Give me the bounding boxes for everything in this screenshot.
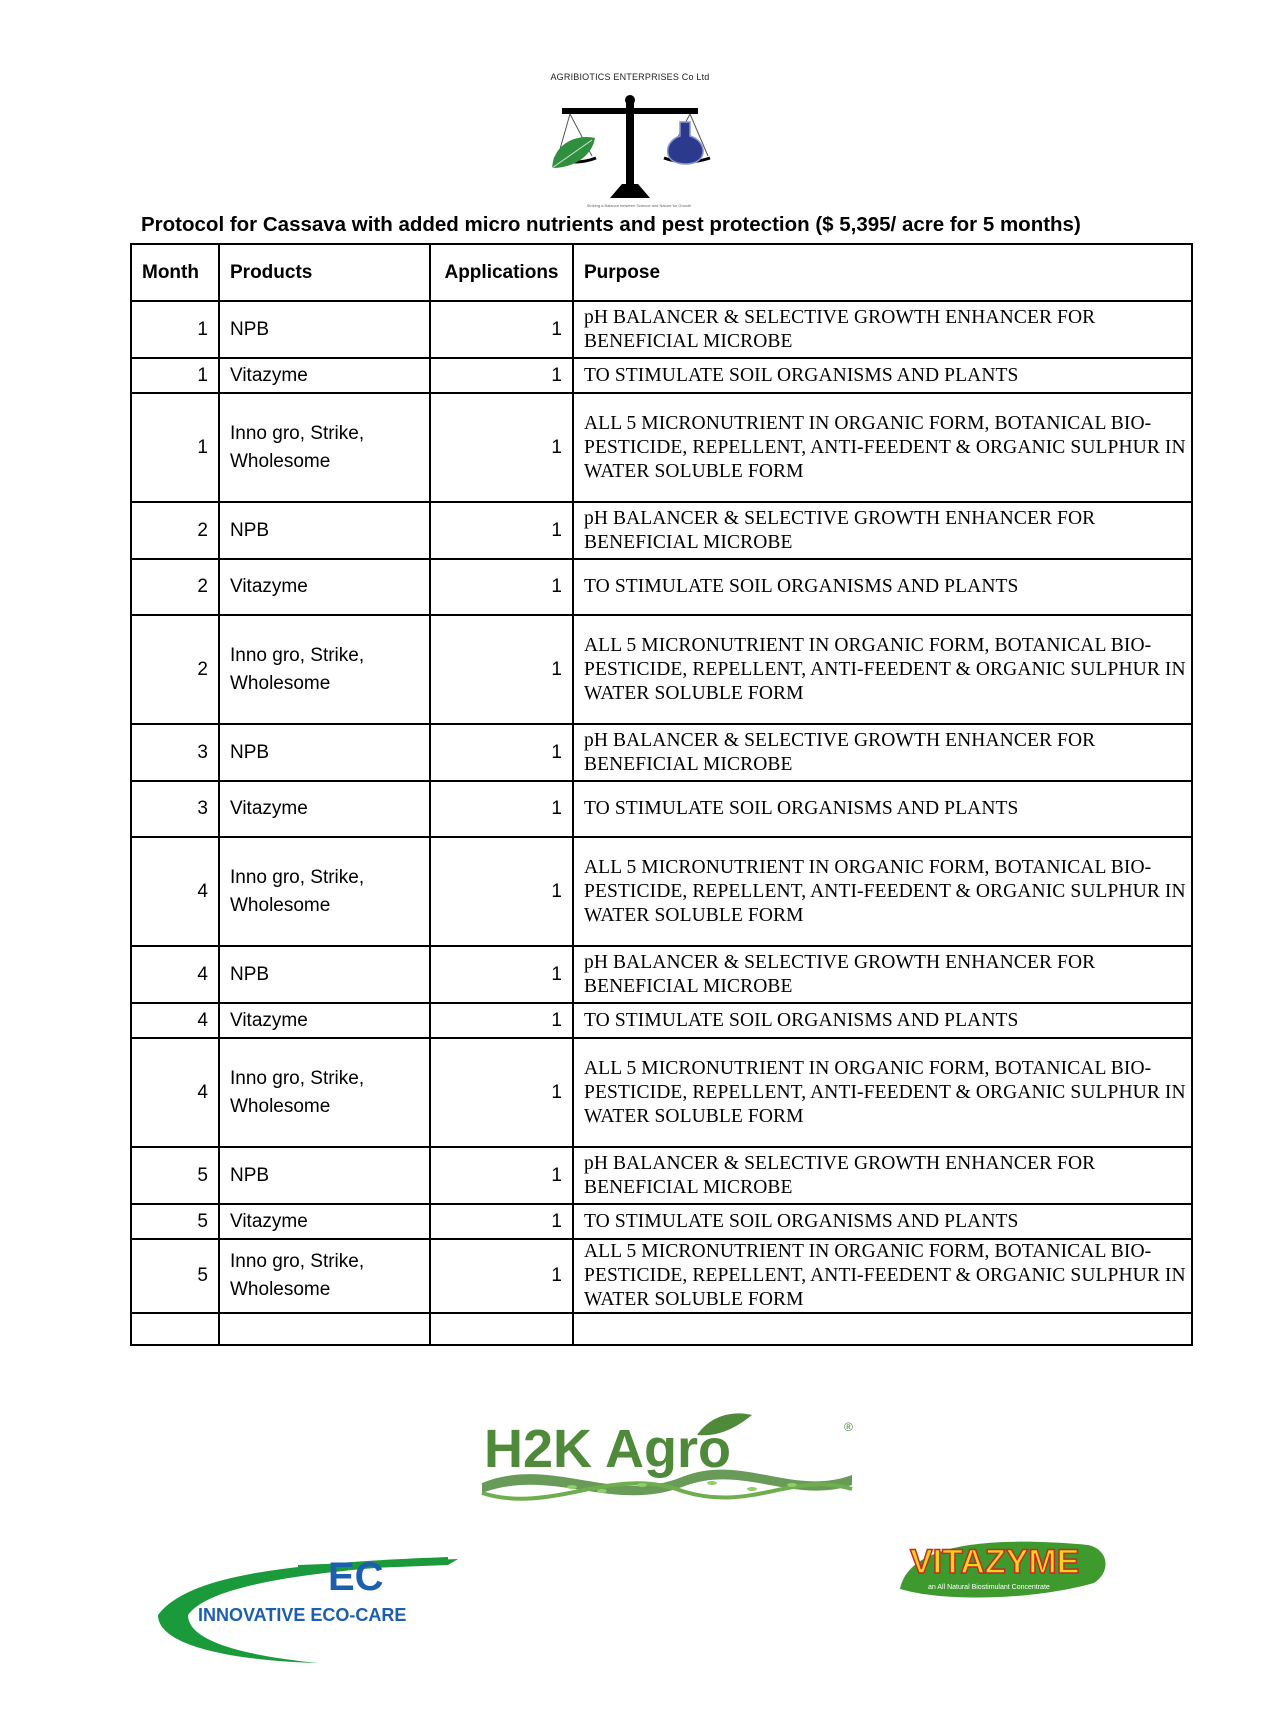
cell-purpose: pH BALANCER & SELECTIVE GROWTH ENHANCER FOR BENEFICIAL MICROBE — [573, 724, 1192, 781]
cell-month: 5 — [131, 1204, 219, 1239]
protocol-table — [130, 243, 1193, 1346]
cell-month: 4 — [131, 1038, 219, 1147]
cell-applications: 1 — [430, 393, 573, 502]
cell-purpose: TO STIMULATE SOIL ORGANISMS AND PLANTS — [573, 358, 1192, 393]
cell-applications: 1 — [430, 559, 573, 615]
ec-mark-text: EC — [328, 1555, 384, 1599]
cell-month: 2 — [131, 615, 219, 724]
table-row — [131, 615, 1192, 724]
cell-month: 4 — [131, 1003, 219, 1038]
table-row — [131, 358, 1192, 393]
cell-purpose: ALL 5 MICRONUTRIENT IN ORGANIC FORM, BOTANICAL BIO-PESTICIDE, REPELLENT, ANTI-FEEDENT & ORGANIC SULPHUR IN WATER SOLUBLE FORM — [573, 837, 1192, 946]
cell-purpose: pH BALANCER & SELECTIVE GROWTH ENHANCER FOR BENEFICIAL MICROBE — [573, 301, 1192, 358]
h2k-agro-text: H2K Agro — [484, 1419, 732, 1479]
cell-product: Inno gro, Strike, Wholesome — [219, 837, 430, 946]
column-header-purpose: Purpose — [573, 244, 1192, 301]
column-header-products: Products — [219, 244, 430, 301]
cell-applications: 1 — [430, 301, 573, 358]
company-tagline: Striking a Balance between Science and Nature for Growth — [586, 203, 692, 208]
cell-month: 1 — [131, 301, 219, 358]
cell-applications: 1 — [430, 837, 573, 946]
document-title: Protocol for Cassava with added micro nutrients and pest protection ($ 5,395/ acre for 5 months) — [141, 213, 1081, 236]
cell-product: Inno gro, Strike, Wholesome — [219, 1038, 430, 1147]
cell-product: Vitazyme — [219, 559, 430, 615]
cell-applications: 1 — [430, 502, 573, 559]
cell-product: NPB — [219, 724, 430, 781]
cell-month: 3 — [131, 724, 219, 781]
cell-month: 2 — [131, 559, 219, 615]
cell-purpose: pH BALANCER & SELECTIVE GROWTH ENHANCER FOR BENEFICIAL MICROBE — [573, 1147, 1192, 1204]
registered-mark: ® — [844, 1420, 853, 1434]
cell-applications: 1 — [430, 615, 573, 724]
table-row — [131, 1239, 1192, 1313]
cell-month: 1 — [131, 358, 219, 393]
h2k-agro-logo — [462, 1405, 862, 1515]
cell-product — [219, 1313, 430, 1345]
table-row — [131, 393, 1192, 502]
table-row — [131, 837, 1192, 946]
cell-applications: 1 — [430, 1147, 573, 1204]
cell-month: 4 — [131, 837, 219, 946]
cell-applications: 1 — [430, 1003, 573, 1038]
cell-purpose: TO STIMULATE SOIL ORGANISMS AND PLANTS — [573, 559, 1192, 615]
cell-purpose: ALL 5 MICRONUTRIENT IN ORGANIC FORM, BOTANICAL BIO-PESTICIDE, REPELLENT, ANTI-FEEDENT & ORGANIC SULPHUR IN WATER SOLUBLE FORM — [573, 393, 1192, 502]
cell-applications: 1 — [430, 1038, 573, 1147]
cell-purpose: ALL 5 MICRONUTRIENT IN ORGANIC FORM, BOTANICAL BIO-PESTICIDE, REPELLENT, ANTI-FEEDENT & ORGANIC SULPHUR IN WATER SOLUBLE FORM — [573, 1038, 1192, 1147]
cell-product: Vitazyme — [219, 781, 430, 837]
cell-purpose: TO STIMULATE SOIL ORGANISMS AND PLANTS — [573, 1003, 1192, 1038]
cell-product: Vitazyme — [219, 1003, 430, 1038]
table-row — [131, 781, 1192, 837]
table-row — [131, 724, 1192, 781]
agribiotics-logo — [540, 72, 720, 212]
cell-month: 4 — [131, 946, 219, 1003]
cell-applications: 1 — [430, 358, 573, 393]
cell-purpose — [573, 1313, 1192, 1345]
cell-product: Vitazyme — [219, 1204, 430, 1239]
cell-applications: 1 — [430, 781, 573, 837]
cell-purpose: ALL 5 MICRONUTRIENT IN ORGANIC FORM, BOTANICAL BIO-PESTICIDE, REPELLENT, ANTI-FEEDENT & ORGANIC SULPHUR IN WATER SOLUBLE FORM — [573, 1239, 1192, 1313]
company-name: AGRIBIOTICS ENTERPRISES Co Ltd — [550, 72, 710, 82]
balance-scale-icon — [540, 86, 720, 206]
cell-product: NPB — [219, 946, 430, 1003]
cell-month — [131, 1313, 219, 1345]
cell-applications — [430, 1313, 573, 1345]
innovative-eco-care-text: INNOVATIVE ECO-CARE — [198, 1605, 407, 1625]
table-row — [131, 1003, 1192, 1038]
cell-month: 5 — [131, 1147, 219, 1204]
vitazyme-tagline: an All Natural Biostimulant Concentrate — [928, 1584, 1050, 1591]
vitazyme-logo — [888, 1527, 1118, 1605]
cell-applications: 1 — [430, 946, 573, 1003]
cell-applications: 1 — [430, 1239, 573, 1313]
cell-month: 5 — [131, 1239, 219, 1313]
cell-product: Inno gro, Strike, Wholesome — [219, 1239, 430, 1313]
cell-product: Inno gro, Strike, Wholesome — [219, 393, 430, 502]
column-header-month: Month — [131, 244, 219, 301]
cell-applications: 1 — [430, 724, 573, 781]
flask-icon — [668, 122, 703, 164]
table-row — [131, 502, 1192, 559]
innovative-eco-care-logo — [148, 1545, 468, 1675]
cell-product: NPB — [219, 301, 430, 358]
table-row — [131, 1204, 1192, 1239]
cell-month: 2 — [131, 502, 219, 559]
cell-month: 3 — [131, 781, 219, 837]
cell-purpose: pH BALANCER & SELECTIVE GROWTH ENHANCER FOR BENEFICIAL MICROBE — [573, 946, 1192, 1003]
cell-product: NPB — [219, 1147, 430, 1204]
cell-purpose: TO STIMULATE SOIL ORGANISMS AND PLANTS — [573, 1204, 1192, 1239]
cell-product: Inno gro, Strike, Wholesome — [219, 615, 430, 724]
table-row — [131, 946, 1192, 1003]
cell-purpose: ALL 5 MICRONUTRIENT IN ORGANIC FORM, BOTANICAL BIO-PESTICIDE, REPELLENT, ANTI-FEEDENT & ORGANIC SULPHUR IN WATER SOLUBLE FORM — [573, 615, 1192, 724]
cell-product: NPB — [219, 502, 430, 559]
cell-product: Vitazyme — [219, 358, 430, 393]
cell-purpose: pH BALANCER & SELECTIVE GROWTH ENHANCER FOR BENEFICIAL MICROBE — [573, 502, 1192, 559]
table-row — [131, 559, 1192, 615]
cell-purpose: TO STIMULATE SOIL ORGANISMS AND PLANTS — [573, 781, 1192, 837]
table-row — [131, 301, 1192, 358]
cell-applications: 1 — [430, 1204, 573, 1239]
column-header-applications: Applications — [430, 244, 573, 301]
table-header-row — [131, 244, 1192, 301]
table-row — [131, 1147, 1192, 1204]
table-row-empty — [131, 1313, 1192, 1345]
table-row — [131, 1038, 1192, 1147]
vitazyme-text: VITAZYME — [910, 1543, 1080, 1581]
cell-month: 1 — [131, 393, 219, 502]
